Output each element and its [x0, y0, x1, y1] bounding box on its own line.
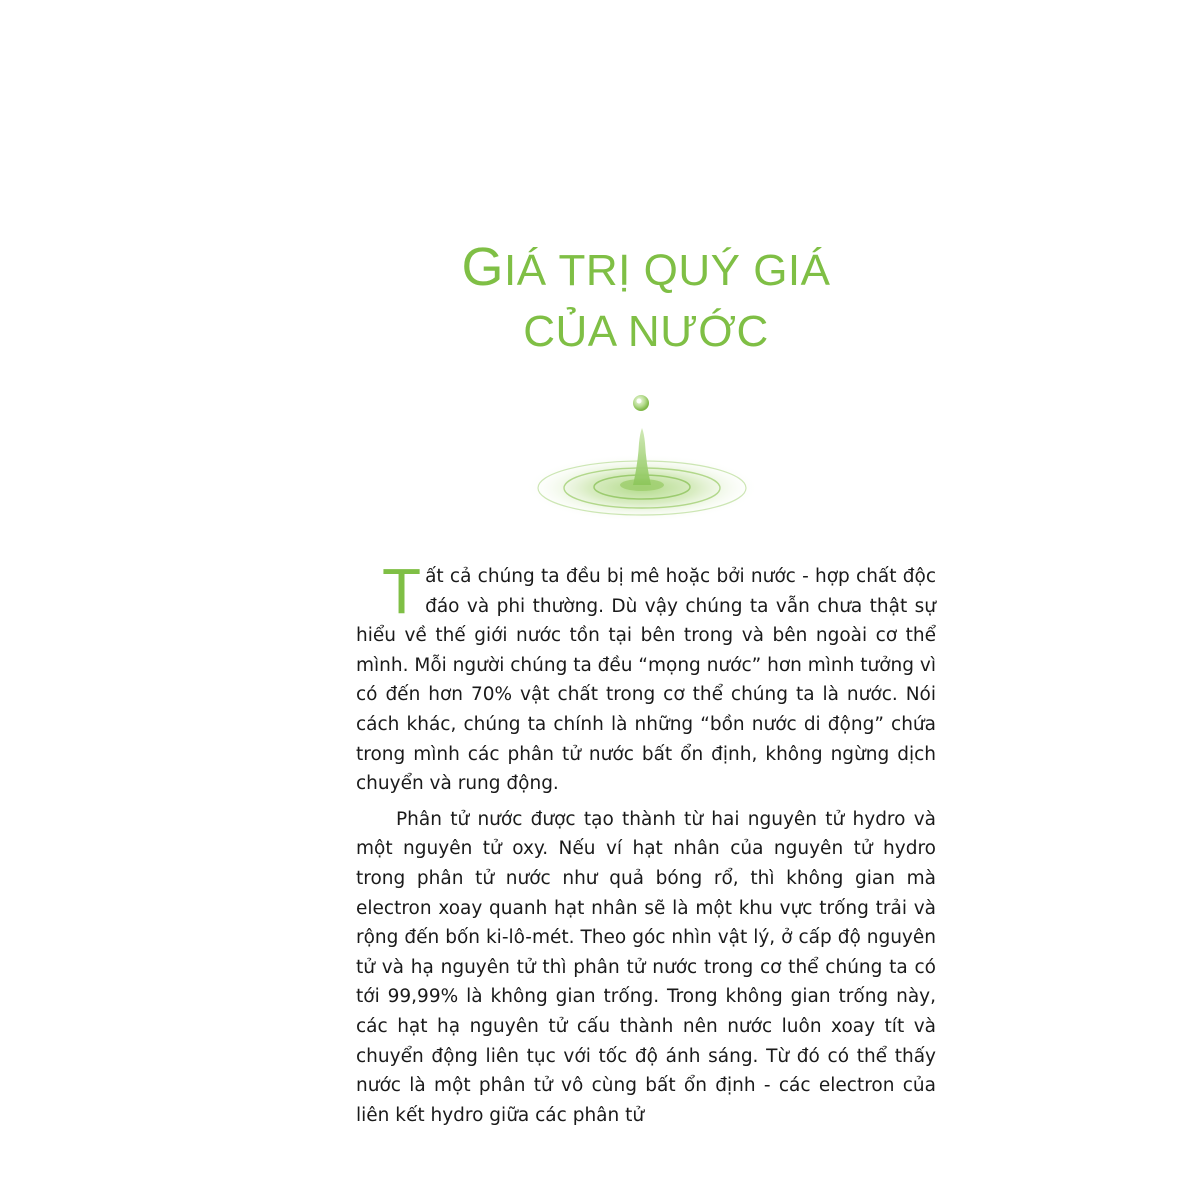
body-text — [356, 555, 936, 1136]
paragraph-2: Phân tử nước được tạo thành từ hai nguyên tử hydro và một nguyên tử oxy. Nếu ví hạt nhân của nguyên tử hydro trong phân tử nước như quả bóng rổ, thì không gian mà electron xoay quanh hạt nhân sẽ là một khu vực trống trải và rộng đến bốn ki-lô-mét. Theo góc nhìn vật lý, ở cấp độ nguyên tử và hạ nguyên tử thì phân tử nước trong cơ thể chúng ta có tới 99,99% là không gian trống. Trong không gian trống này, các hạt hạ nguyên tử cấu thành nên nước luôn xoay tít và chuyển động liên tục với tốc độ ánh sáng. Từ đó có thể thấy nước là một phân tử vô cùng bất ổn định - các electron của liên kết hydro giữa các phân tử — [356, 808, 936, 1126]
paragraph-1 — [356, 555, 936, 799]
chapter-title-line-2: CỦA NƯỚC — [523, 307, 769, 356]
title-initial: G — [461, 237, 505, 297]
chapter-title-line-1 — [356, 238, 936, 303]
drop-cap: T — [382, 555, 422, 627]
title-line-1-rest: IÁ TRỊ QUÝ GIÁ — [504, 246, 831, 295]
chapter-title — [356, 238, 936, 361]
paragraph-1-text: ất cả chúng ta đều bị mê hoặc bởi nước - hợp chất độc đáo và phi thường. Dù vậy chúng ta vẫn chưa thật sự hiểu về thế giới nước tồn tại bên trong và bên ngoài cơ thể mình. Mỗi người chúng ta đều “mọng nước” hơn mình tưởng vì có đến hơn 70% vật chất trong cơ thể chúng ta là nước. Nói cách khác, chúng ta chính là những “bồn nước di động” chứa trong mình các phân tử nước bất ổn định, không ngừng dịch chuyển và rung động. — [356, 566, 936, 795]
water-drop-splash-icon — [522, 388, 762, 528]
